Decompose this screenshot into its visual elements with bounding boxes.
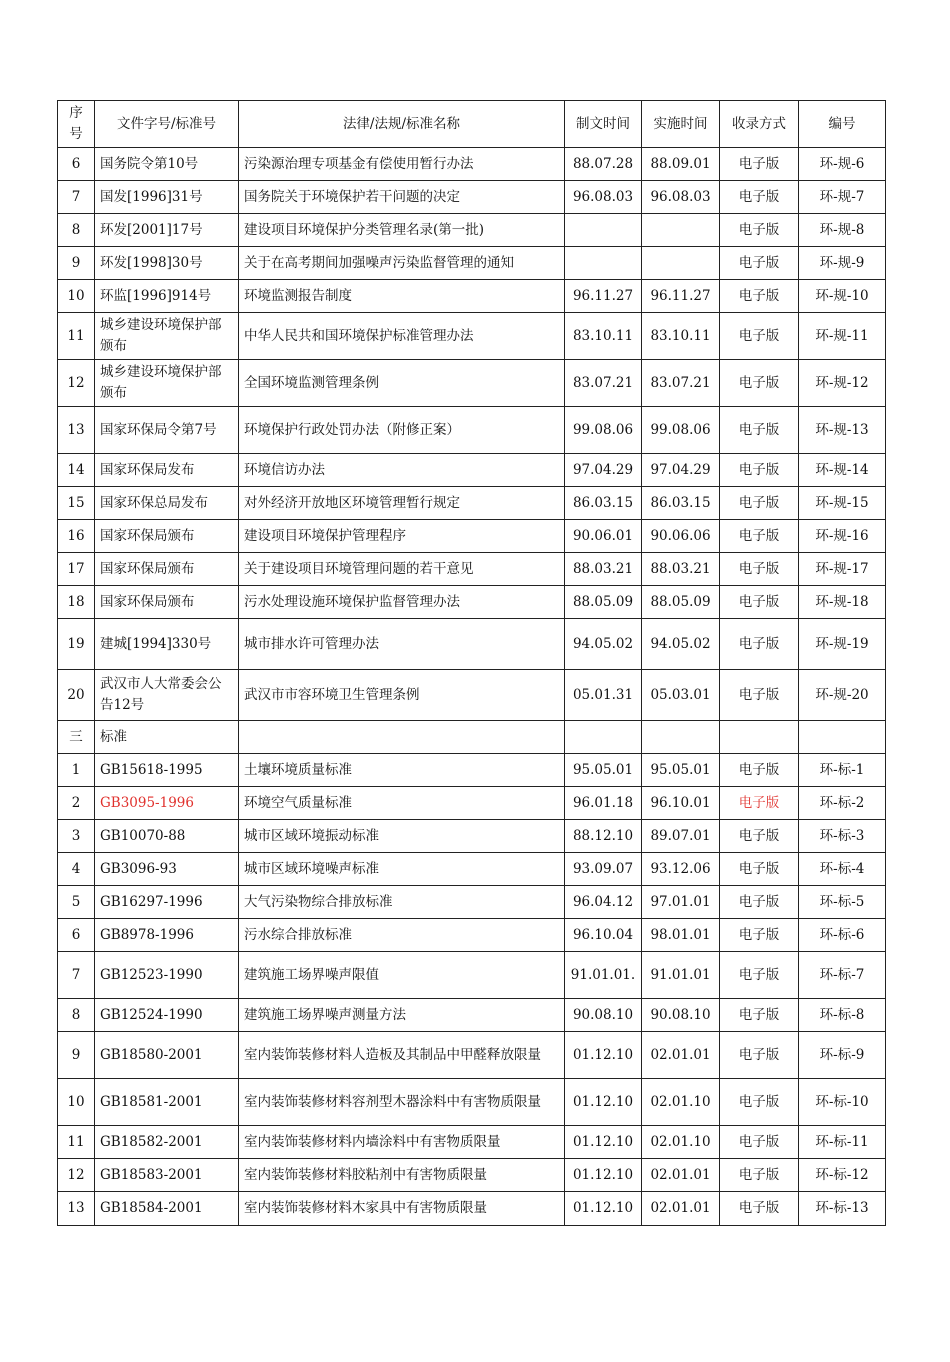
cell-effective-date: 95.05.01 [642, 754, 720, 787]
cell-seq: 14 [58, 454, 95, 487]
cell-issued-date: 88.12.10 [565, 820, 642, 853]
cell-number: 环-规-6 [799, 148, 886, 181]
cell-record-mode: 电子版 [720, 454, 799, 487]
cell-effective-date: 96.10.01 [642, 787, 720, 820]
cell-doc-code: GB18584-2001 [95, 1192, 239, 1226]
header-issued-date: 制文时间 [565, 101, 642, 148]
cell-issued-date: 94.05.02 [565, 619, 642, 670]
cell-doc-code: GB3096-93 [95, 853, 239, 886]
cell-name: 室内装饰装修材料内墙涂料中有害物质限量 [239, 1126, 565, 1159]
header-row [58, 101, 886, 148]
cell-name: 环境保护行政处罚办法（附修正案） [239, 407, 565, 454]
table-row [58, 787, 886, 820]
cell-name: 大气污染物综合排放标准 [239, 886, 565, 919]
cell-doc-code: 环发[2001]17号 [95, 214, 239, 247]
cell-doc-code: 武汉市人大常委会公告12号 [95, 670, 239, 721]
cell-record-mode: 电子版 [720, 853, 799, 886]
cell-number: 环-规-14 [799, 454, 886, 487]
cell-doc-code: GB16297-1996 [95, 886, 239, 919]
cell-issued-date: 96.10.04 [565, 919, 642, 952]
cell-issued-date: 91.01.01. [565, 952, 642, 999]
cell-name: 污水处理设施环境保护监督管理办法 [239, 586, 565, 619]
cell-number: 环-规-15 [799, 487, 886, 520]
cell-doc-code: GB10070-88 [95, 820, 239, 853]
cell-name: 建筑施工场界噪声限值 [239, 952, 565, 999]
table-row [58, 721, 886, 754]
cell-record-mode: 电子版 [720, 280, 799, 313]
table-row [58, 553, 886, 586]
table-row [58, 1192, 886, 1226]
cell-doc-code: 国发[1996]31号 [95, 181, 239, 214]
cell-record-mode: 电子版 [720, 1192, 799, 1226]
cell-record-mode: 电子版 [720, 670, 799, 721]
cell-seq: 9 [58, 247, 95, 280]
cell-doc-code: GB18580-2001 [95, 1032, 239, 1079]
cell-number: 环-规-11 [799, 313, 886, 360]
cell-doc-code: GB15618-1995 [95, 754, 239, 787]
cell-doc-code: 建城[1994]330号 [95, 619, 239, 670]
cell-record-mode [720, 721, 799, 754]
cell-doc-code: 国家环保局颁布 [95, 553, 239, 586]
cell-doc-code: GB12524-1990 [95, 999, 239, 1032]
cell-number: 环-标-13 [799, 1192, 886, 1226]
cell-record-mode: 电子版 [720, 148, 799, 181]
cell-number: 环-标-6 [799, 919, 886, 952]
cell-issued-date: 90.08.10 [565, 999, 642, 1032]
cell-effective-date: 02.01.10 [642, 1079, 720, 1126]
cell-seq: 7 [58, 181, 95, 214]
cell-seq: 17 [58, 553, 95, 586]
cell-issued-date: 05.01.31 [565, 670, 642, 721]
table-row [58, 247, 886, 280]
cell-number: 环-规-9 [799, 247, 886, 280]
cell-number: 环-规-10 [799, 280, 886, 313]
cell-issued-date: 88.07.28 [565, 148, 642, 181]
cell-effective-date: 98.01.01 [642, 919, 720, 952]
cell-name: 环境监测报告制度 [239, 280, 565, 313]
cell-name: 室内装饰装修材料人造板及其制品中甲醛释放限量 [239, 1032, 565, 1079]
cell-issued-date: 96.08.03 [565, 181, 642, 214]
cell-name: 关于在高考期间加强噪声污染监督管理的通知 [239, 247, 565, 280]
cell-number: 环-规-16 [799, 520, 886, 553]
cell-effective-date: 99.08.06 [642, 407, 720, 454]
cell-issued-date: 88.03.21 [565, 553, 642, 586]
cell-name: 环境信访办法 [239, 454, 565, 487]
cell-seq: 4 [58, 853, 95, 886]
cell-name: 室内装饰装修材料容剂型木器涂料中有害物质限量 [239, 1079, 565, 1126]
cell-effective-date [642, 247, 720, 280]
cell-number: 环-规-13 [799, 407, 886, 454]
cell-record-mode: 电子版 [720, 1079, 799, 1126]
cell-effective-date [642, 721, 720, 754]
table-row [58, 360, 886, 407]
cell-seq: 18 [58, 586, 95, 619]
cell-effective-date: 83.10.11 [642, 313, 720, 360]
cell-number [799, 721, 886, 754]
cell-doc-code: 国家环保总局发布 [95, 487, 239, 520]
cell-record-mode: 电子版 [720, 1126, 799, 1159]
cell-issued-date: 90.06.01 [565, 520, 642, 553]
table-row [58, 999, 886, 1032]
table-row [58, 919, 886, 952]
cell-record-mode: 电子版 [720, 787, 799, 820]
cell-issued-date: 96.04.12 [565, 886, 642, 919]
cell-effective-date: 97.01.01 [642, 886, 720, 919]
table-row [58, 214, 886, 247]
cell-record-mode: 电子版 [720, 754, 799, 787]
cell-name: 城市排水许可管理办法 [239, 619, 565, 670]
table-row [58, 148, 886, 181]
cell-name [239, 721, 565, 754]
cell-seq: 三 [58, 721, 95, 754]
cell-effective-date: 96.11.27 [642, 280, 720, 313]
cell-name: 全国环境监测管理条例 [239, 360, 565, 407]
cell-record-mode: 电子版 [720, 619, 799, 670]
cell-doc-code: 国家环保局发布 [95, 454, 239, 487]
cell-issued-date: 01.12.10 [565, 1192, 642, 1226]
cell-record-mode: 电子版 [720, 999, 799, 1032]
cell-seq: 10 [58, 1079, 95, 1126]
table-row [58, 670, 886, 721]
cell-seq: 7 [58, 952, 95, 999]
cell-effective-date: 90.06.06 [642, 520, 720, 553]
cell-seq: 20 [58, 670, 95, 721]
cell-record-mode: 电子版 [720, 313, 799, 360]
cell-record-mode: 电子版 [720, 360, 799, 407]
cell-seq: 12 [58, 360, 95, 407]
cell-record-mode: 电子版 [720, 214, 799, 247]
table-row [58, 952, 886, 999]
table-row [58, 1159, 886, 1192]
cell-record-mode: 电子版 [720, 1032, 799, 1079]
cell-doc-code: GB18583-2001 [95, 1159, 239, 1192]
cell-issued-date: 88.05.09 [565, 586, 642, 619]
cell-number: 环-标-4 [799, 853, 886, 886]
cell-effective-date: 96.08.03 [642, 181, 720, 214]
cell-issued-date: 96.01.18 [565, 787, 642, 820]
table-row [58, 313, 886, 360]
cell-name: 土壤环境质量标准 [239, 754, 565, 787]
cell-number: 环-标-5 [799, 886, 886, 919]
header-seq: 序号 [58, 101, 95, 148]
cell-record-mode: 电子版 [720, 886, 799, 919]
table-row [58, 754, 886, 787]
cell-record-mode: 电子版 [720, 247, 799, 280]
cell-effective-date: 89.07.01 [642, 820, 720, 853]
cell-seq: 9 [58, 1032, 95, 1079]
cell-issued-date: 01.12.10 [565, 1159, 642, 1192]
cell-issued-date: 83.10.11 [565, 313, 642, 360]
header-name: 法律/法规/标准名称 [239, 101, 565, 148]
cell-seq: 6 [58, 148, 95, 181]
cell-doc-code: GB12523-1990 [95, 952, 239, 999]
cell-name: 中华人民共和国环境保护标准管理办法 [239, 313, 565, 360]
cell-record-mode: 电子版 [720, 487, 799, 520]
cell-seq: 11 [58, 1126, 95, 1159]
cell-name: 污染源治理专项基金有偿使用暂行办法 [239, 148, 565, 181]
cell-issued-date: 01.12.10 [565, 1032, 642, 1079]
regulations-table [57, 100, 886, 1226]
header-effective-date: 实施时间 [642, 101, 720, 148]
cell-seq: 10 [58, 280, 95, 313]
table-row [58, 520, 886, 553]
cell-seq: 15 [58, 487, 95, 520]
cell-doc-code: GB18582-2001 [95, 1126, 239, 1159]
cell-number: 环-标-2 [799, 787, 886, 820]
header-record-mode: 收录方式 [720, 101, 799, 148]
cell-seq: 11 [58, 313, 95, 360]
cell-seq: 16 [58, 520, 95, 553]
cell-effective-date: 88.05.09 [642, 586, 720, 619]
cell-name: 建设项目环境保护分类管理名录(第一批) [239, 214, 565, 247]
cell-number: 环-规-19 [799, 619, 886, 670]
cell-doc-code: 环监[1996]914号 [95, 280, 239, 313]
cell-name: 关于建设项目环境管理问题的若干意见 [239, 553, 565, 586]
cell-number: 环-规-17 [799, 553, 886, 586]
cell-doc-code: 城乡建设环境保护部颁布 [95, 360, 239, 407]
cell-number: 环-规-7 [799, 181, 886, 214]
cell-issued-date: 96.11.27 [565, 280, 642, 313]
header-doc-code: 文件字号/标准号 [95, 101, 239, 148]
cell-name: 武汉市市容环境卫生管理条例 [239, 670, 565, 721]
cell-name: 城市区域环境噪声标准 [239, 853, 565, 886]
cell-effective-date: 02.01.01 [642, 1032, 720, 1079]
cell-number: 环-规-20 [799, 670, 886, 721]
cell-effective-date: 88.09.01 [642, 148, 720, 181]
cell-effective-date: 94.05.02 [642, 619, 720, 670]
cell-number: 环-标-12 [799, 1159, 886, 1192]
table-row [58, 407, 886, 454]
cell-effective-date: 02.01.01 [642, 1159, 720, 1192]
cell-seq: 2 [58, 787, 95, 820]
cell-name: 污水综合排放标准 [239, 919, 565, 952]
cell-doc-code: 国家环保局颁布 [95, 520, 239, 553]
cell-issued-date [565, 214, 642, 247]
table-row [58, 181, 886, 214]
cell-name: 环境空气质量标准 [239, 787, 565, 820]
cell-record-mode: 电子版 [720, 407, 799, 454]
cell-issued-date: 83.07.21 [565, 360, 642, 407]
cell-effective-date: 91.01.01 [642, 952, 720, 999]
cell-name: 建筑施工场界噪声测量方法 [239, 999, 565, 1032]
cell-record-mode: 电子版 [720, 586, 799, 619]
cell-issued-date: 95.05.01 [565, 754, 642, 787]
cell-seq: 13 [58, 1192, 95, 1226]
cell-seq: 13 [58, 407, 95, 454]
cell-issued-date [565, 247, 642, 280]
cell-seq: 8 [58, 214, 95, 247]
cell-effective-date: 90.08.10 [642, 999, 720, 1032]
cell-number: 环-标-3 [799, 820, 886, 853]
cell-number: 环-标-9 [799, 1032, 886, 1079]
cell-doc-code: GB8978-1996 [95, 919, 239, 952]
cell-record-mode: 电子版 [720, 919, 799, 952]
cell-issued-date: 86.03.15 [565, 487, 642, 520]
cell-number: 环-标-7 [799, 952, 886, 999]
table-row [58, 1079, 886, 1126]
cell-seq: 12 [58, 1159, 95, 1192]
cell-issued-date: 01.12.10 [565, 1079, 642, 1126]
table-row [58, 1126, 886, 1159]
cell-effective-date: 93.12.06 [642, 853, 720, 886]
table-row [58, 820, 886, 853]
cell-record-mode: 电子版 [720, 520, 799, 553]
cell-doc-code: 国家环保局令第7号 [95, 407, 239, 454]
table-row [58, 487, 886, 520]
cell-number: 环-标-1 [799, 754, 886, 787]
cell-effective-date: 97.04.29 [642, 454, 720, 487]
cell-effective-date [642, 214, 720, 247]
cell-issued-date: 97.04.29 [565, 454, 642, 487]
table-row [58, 586, 886, 619]
cell-number: 环-规-12 [799, 360, 886, 407]
cell-doc-code: 国家环保局颁布 [95, 586, 239, 619]
cell-effective-date: 83.07.21 [642, 360, 720, 407]
cell-effective-date: 88.03.21 [642, 553, 720, 586]
cell-doc-code: 标准 [95, 721, 239, 754]
table-row [58, 1032, 886, 1079]
cell-effective-date: 02.01.10 [642, 1126, 720, 1159]
cell-number: 环-标-11 [799, 1126, 886, 1159]
cell-seq: 1 [58, 754, 95, 787]
cell-issued-date [565, 721, 642, 754]
cell-number: 环-标-10 [799, 1079, 886, 1126]
cell-doc-code: 环发[1998]30号 [95, 247, 239, 280]
cell-name: 国务院关于环境保护若干问题的决定 [239, 181, 565, 214]
cell-number: 环-规-8 [799, 214, 886, 247]
cell-seq: 3 [58, 820, 95, 853]
cell-doc-code: GB18581-2001 [95, 1079, 239, 1126]
cell-name: 城市区域环境振动标准 [239, 820, 565, 853]
cell-effective-date: 02.01.01 [642, 1192, 720, 1226]
cell-effective-date: 05.03.01 [642, 670, 720, 721]
cell-doc-code: 城乡建设环境保护部颁布 [95, 313, 239, 360]
cell-name: 室内装饰装修材料木家具中有害物质限量 [239, 1192, 565, 1226]
cell-doc-code: 国务院令第10号 [95, 148, 239, 181]
cell-seq: 6 [58, 919, 95, 952]
cell-name: 对外经济开放地区环境管理暂行规定 [239, 487, 565, 520]
cell-issued-date: 99.08.06 [565, 407, 642, 454]
cell-seq: 5 [58, 886, 95, 919]
table-row [58, 454, 886, 487]
cell-number: 环-标-8 [799, 999, 886, 1032]
cell-record-mode: 电子版 [720, 181, 799, 214]
cell-seq: 8 [58, 999, 95, 1032]
table-row [58, 280, 886, 313]
cell-doc-code: GB3095-1996 [95, 787, 239, 820]
table-row [58, 886, 886, 919]
cell-record-mode: 电子版 [720, 952, 799, 999]
cell-name: 建设项目环境保护管理程序 [239, 520, 565, 553]
header-number: 编号 [799, 101, 886, 148]
cell-name: 室内装饰装修材料胶粘剂中有害物质限量 [239, 1159, 565, 1192]
cell-issued-date: 01.12.10 [565, 1126, 642, 1159]
cell-record-mode: 电子版 [720, 553, 799, 586]
cell-record-mode: 电子版 [720, 1159, 799, 1192]
cell-seq: 19 [58, 619, 95, 670]
table-row [58, 853, 886, 886]
cell-issued-date: 93.09.07 [565, 853, 642, 886]
cell-number: 环-规-18 [799, 586, 886, 619]
cell-effective-date: 86.03.15 [642, 487, 720, 520]
table-row [58, 619, 886, 670]
cell-record-mode: 电子版 [720, 820, 799, 853]
